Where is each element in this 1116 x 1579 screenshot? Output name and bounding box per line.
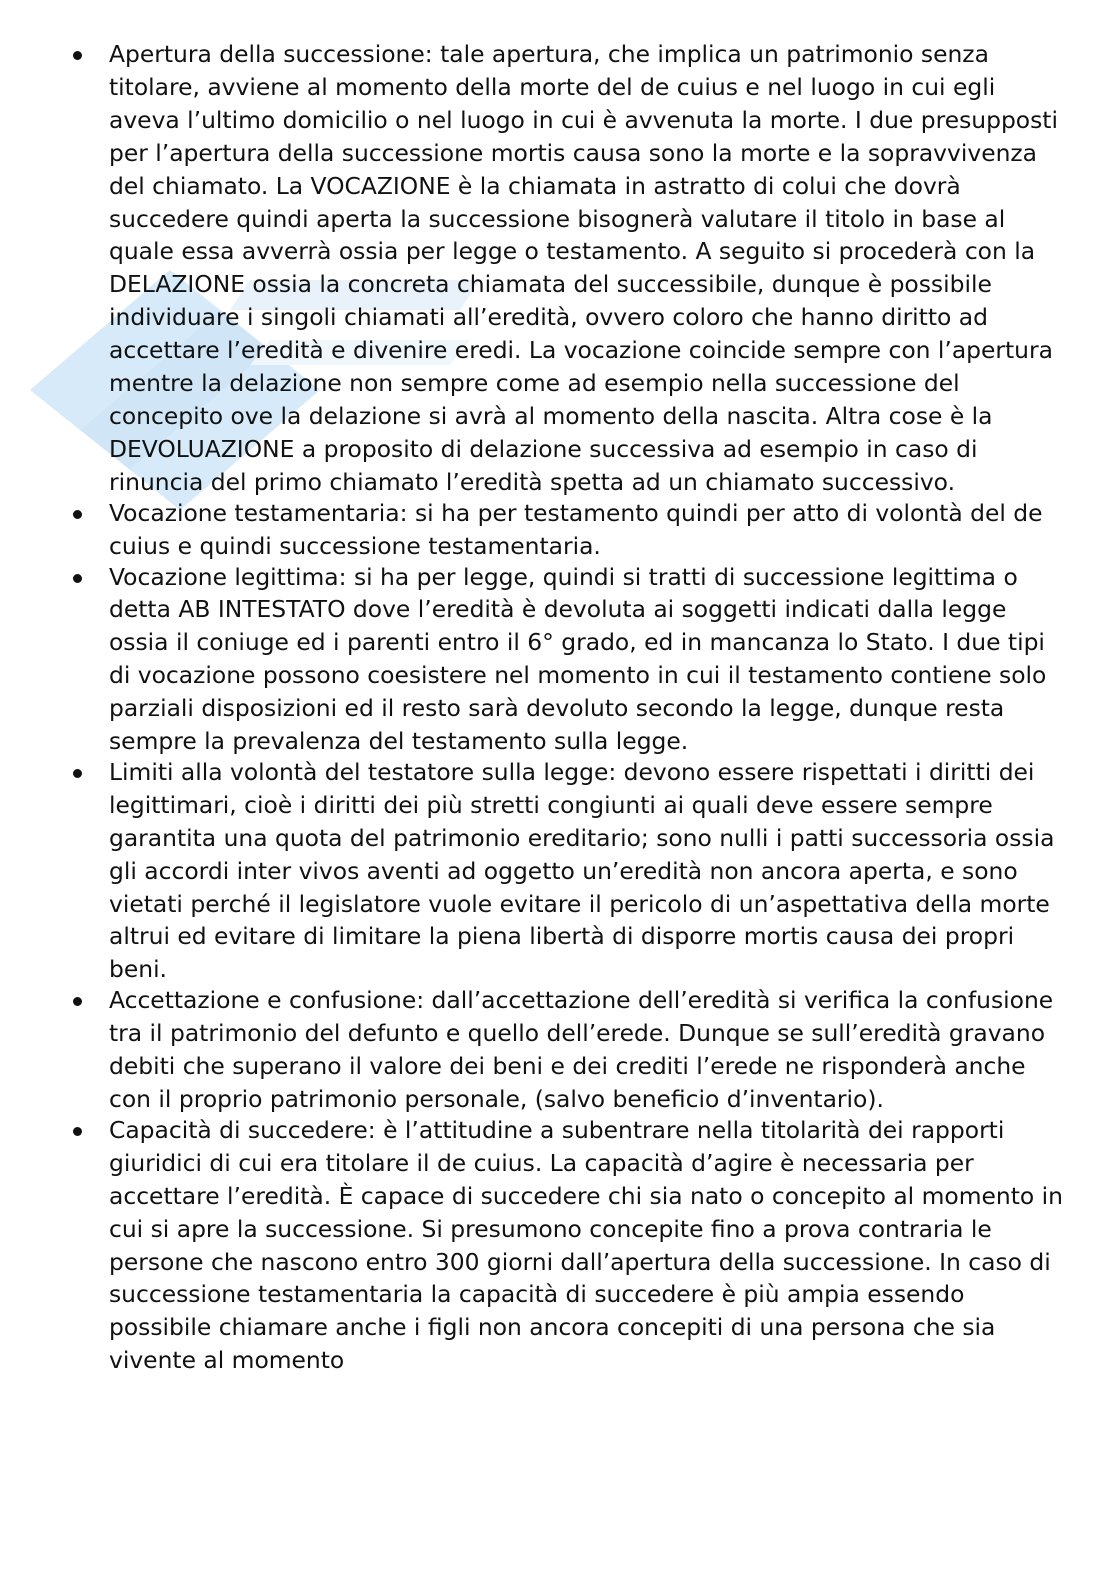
bullet-icon [73, 997, 82, 1006]
document-page [0, 38, 1116, 1375]
list-item [0, 38, 1116, 499]
bullet-list [0, 38, 1116, 1377]
bullet-icon [73, 1127, 82, 1136]
list-item-text: Accettazione e confusione: dall’accettazione dell’eredità si verifica la confusione tra il patrimonio del defunto e quello dell’erede. Dunque se sull’eredità gravano debiti che superano il valore dei beni e dei crediti l’erede ne risponderà anche con il proprio patrimonio personale, (salvo beneficio d’inventario). [109, 986, 1054, 1113]
bullet-icon [73, 574, 82, 583]
list-item-text: Limiti alla volontà del testatore sulla legge: devono essere rispettati i diritti dei legittimari, cioè i diritti dei più stretti congiunti ai quali deve essere sempre garantita una quota del patrimonio ereditario; sono nulli i patti successoria ossia gli accordi inter vivos aventi ad oggetto un’eredità non ancora aperta, e sono vietati perché il legislatore vuole evitare il pericolo di un’aspettativa della morte altrui ed evitare di limitare la piena libertà di disporre mortis causa dei propri beni. [109, 757, 1055, 984]
bullet-icon [73, 510, 82, 519]
list-item-text: Vocazione legittima: si ha per legge, quindi si tratti di successione legittima o detta AB INTESTATO dove l’eredità è devoluta ai soggetti indicati dalla legge ossia il coniuge ed i parenti entro il 6° grado, ed in mancanza lo Stato. I due tipi di vocazione possono coesistere nel momento in cui il testamento contiene solo parziali disposizioni ed il resto sarà devoluto secondo la legge, dunque resta sempre la prevalenza del testamento sulla legge. [109, 562, 1047, 756]
bullet-icon [73, 51, 82, 60]
list-item [0, 497, 1116, 563]
list-item-text: Vocazione testamentaria: si ha per testamento quindi per atto di volontà del de cuius e quindi successione testamentaria. [109, 498, 1043, 560]
list-item-text: Apertura della successione: tale apertura, che implica un patrimonio senza titolare, avviene al momento della morte del de cuius e nel luogo in cui egli aveva l’ultimo domicilio o nel luogo in cui è avvenuta la morte. I due presupposti per l’apertura della successione mortis causa sono la morte e la sopravvivenza del chiamato. La VOCAZIONE è la chiamata in astratto di colui che dovrà succedere quindi aperta la successione bisognerà valutare il titolo in base al quale essa avverrà ossia per legge o testamento. A seguito si procederà con la DELAZIONE ossia la concreta chiamata del successibile, dunque è possibile individuare i singoli chiamati all’eredità, ovvero coloro che hanno diritto ad accettare l’eredità e divenire eredi. La vocazione coincide sempre con l’apertura mentre la delazione non sempre come ad esempio nella successione del concepito ove la delazione si avrà al momento della nascita. Altra cose è la DEVOLUAZIONE a proposito di delazione successiva ad esempio in caso di rinuncia del primo chiamato l’eredità spetta ad un chiamato successivo. [109, 40, 1058, 496]
list-item-text: Capacità di succedere: è l’attitudine a subentrare nella titolarità dei rapporti giuridici di cui era titolare il de cuius. La capacità d’agire è necessaria per accettare l’eredità. È capace di succedere chi sia nato o concepito al momento in cui si apre la successione. Si presumono concepite fino a prova contraria le persone che nascono entro 300 giorni dall’apertura della successione. In caso di successione testamentaria la capacità di succedere è più ampia essendo possibile chiamare anche i figli non ancora concepiti di una persona che sia vivente al momento [109, 1115, 1063, 1375]
list-item [0, 984, 1116, 1116]
bullet-icon [73, 769, 82, 778]
list-item [0, 756, 1116, 986]
list-item [0, 1114, 1116, 1377]
list-item [0, 561, 1116, 758]
